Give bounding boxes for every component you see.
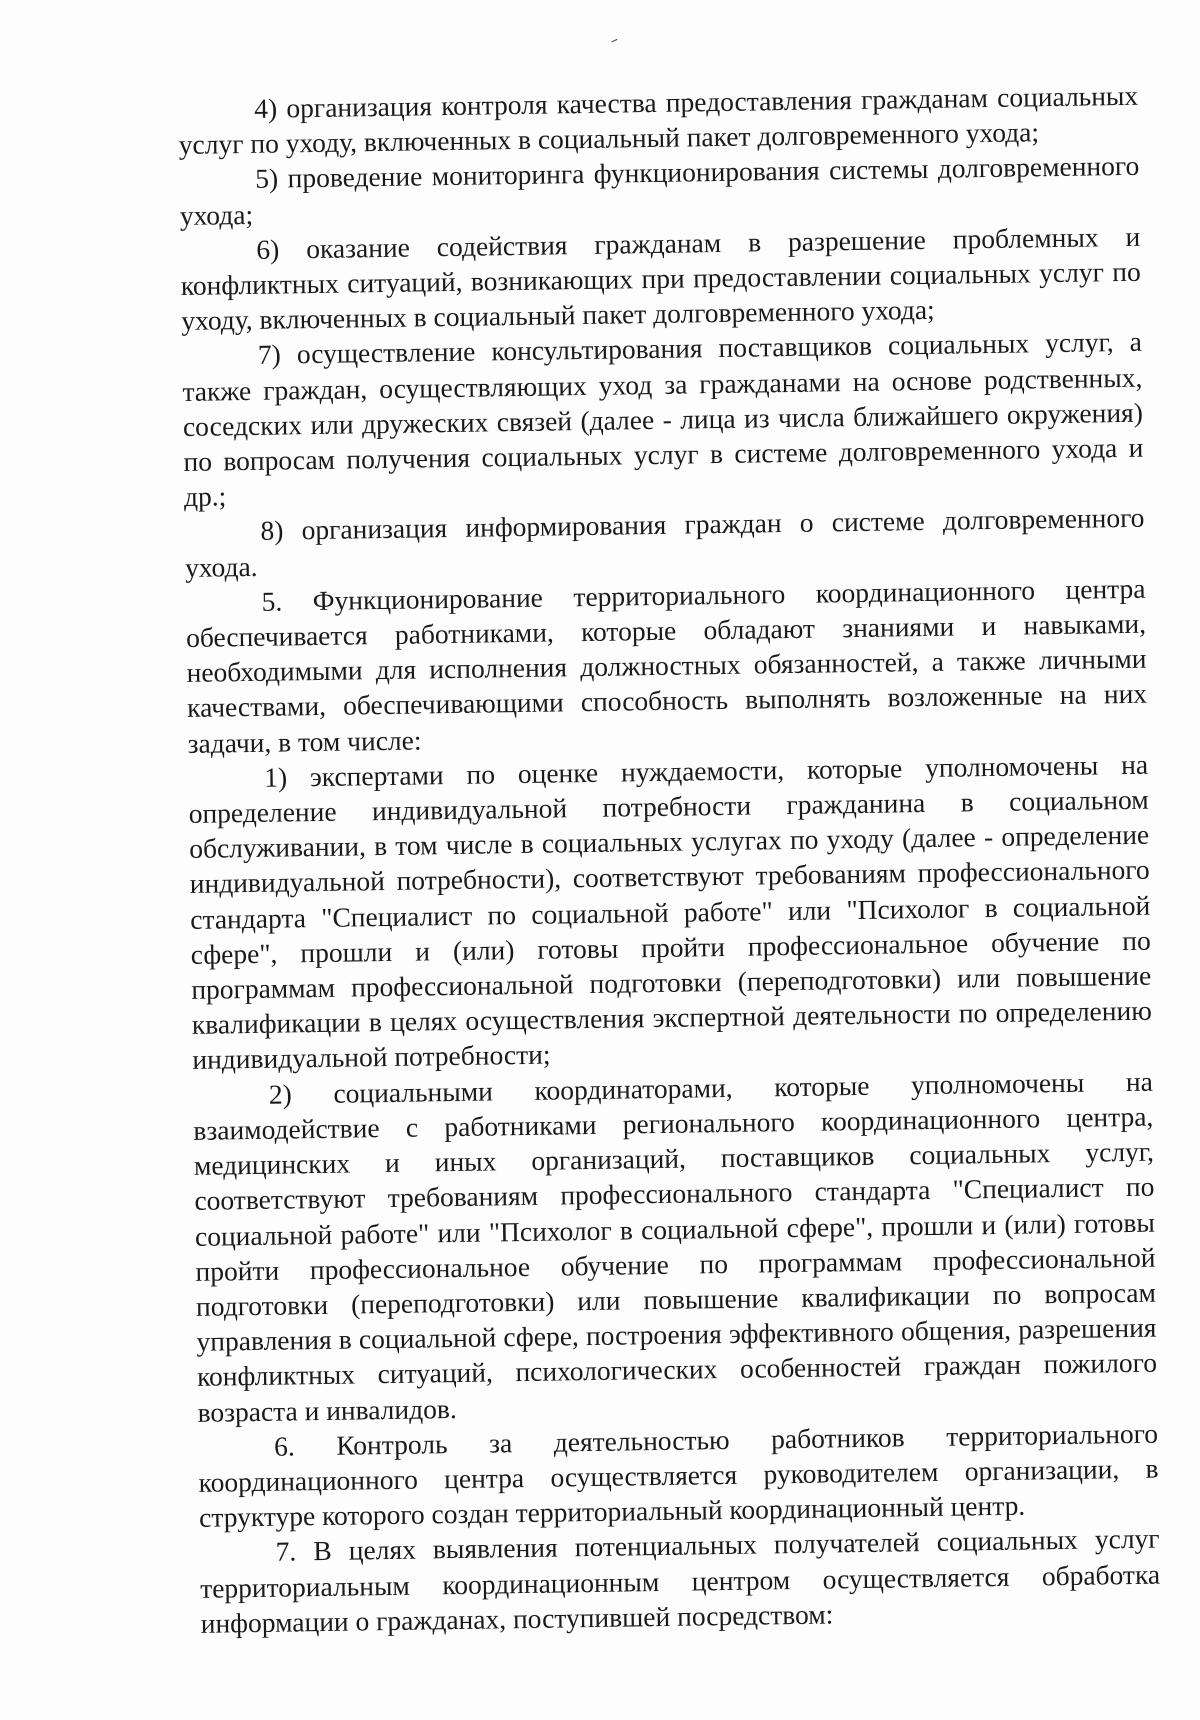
paragraph-section-5-item-2: 2) социальными координаторами, которые уполномочены на взаимодействие с работниками регионального координационного центра, медицинских и иных организаций, поставщиков социальных услуг, соответствуют требованиям профессионального стандарта "Специалист по социальной работе" или "Психолог в социальной сфере", прошли и (или) готовы пройти профессиональное обучение по программам профессиональной подготовки (переподготовки) или повышение квалификации по вопросам управления в социальной сфере, построения эффективного общения, разрешения конфликтных ситуаций, психологических особенностей граждан пожилого возраста и инвалидов. — [193, 1065, 1158, 1428]
paragraph-section-7: 7. В целях выявления потенциальных получателей социальных услуг территориальным координационным центром осуществляется обработка информации о гражданах, поступившей посредством: — [199, 1522, 1161, 1639]
paragraph-section-6: 6. Контроль за деятельностью работников территориального координационного центра осуществляется руководителем организации, в структуре которого создан территориальный координационный центр. — [198, 1417, 1159, 1533]
paragraph-item-8: 8) организация информирования граждан о системе долговременного ухода. — [184, 502, 1145, 583]
paragraph-section-5-item-1: 1) экспертами по оценке нуждаемости, которые уполномочены на определение индивидуальной потребности гражданина в социальном обслуживании, в том числе в социальных услугах по уходу (далее - определение индивидуальной потребности), соответствуют требованиям профессионального стандарта "Специалист по социальной работе" или "Психолог в социальной сфере", прошли и (или) готовы пройти профессиональное обучение по программам профессиональной подготовки (переподготовки) или повышение квалификации в целях осуществления экспертной деятельности по определению индивидуальной потребности; — [188, 748, 1152, 1076]
paragraph-item-7: 7) осуществление консультирования поставщиков социальных услуг, а также граждан, осуществляющих уход за гражданами на основе родственных, соседских или дружеских связей (далее - лица из числа ближайшего окружения) по вопросам получения социальных услуг в системе долговременного ухода и др.; — [182, 326, 1144, 513]
paragraph-item-5: 5) проведение мониторинга функционирования системы долговременного ухода; — [179, 150, 1140, 231]
scan-artifact-mark — [611, 39, 618, 45]
paragraph-item-4: 4) организация контроля качества предоставления гражданам социальных услуг по уходу, включенных в социальный пакет долговременного ухода; — [178, 79, 1139, 161]
paragraph-item-6: 6) оказание содействия гражданам в разрешение проблемных и конфликтных ситуаций, возникающих при предоставлении социальных услуг по уходу, включенных в социальный пакет долговременного ухода; — [180, 220, 1141, 337]
document-body — [178, 78, 1161, 1641]
paragraph-section-5: 5. Функционирование территориального координационного центра обеспечивается работниками, которые обладают знаниями и навыками, необходимыми для исполнения должностных обязанностей, а также личными качествами, обеспечивающими способность выполнять возложенные на них задачи, в том числе: — [185, 572, 1148, 759]
